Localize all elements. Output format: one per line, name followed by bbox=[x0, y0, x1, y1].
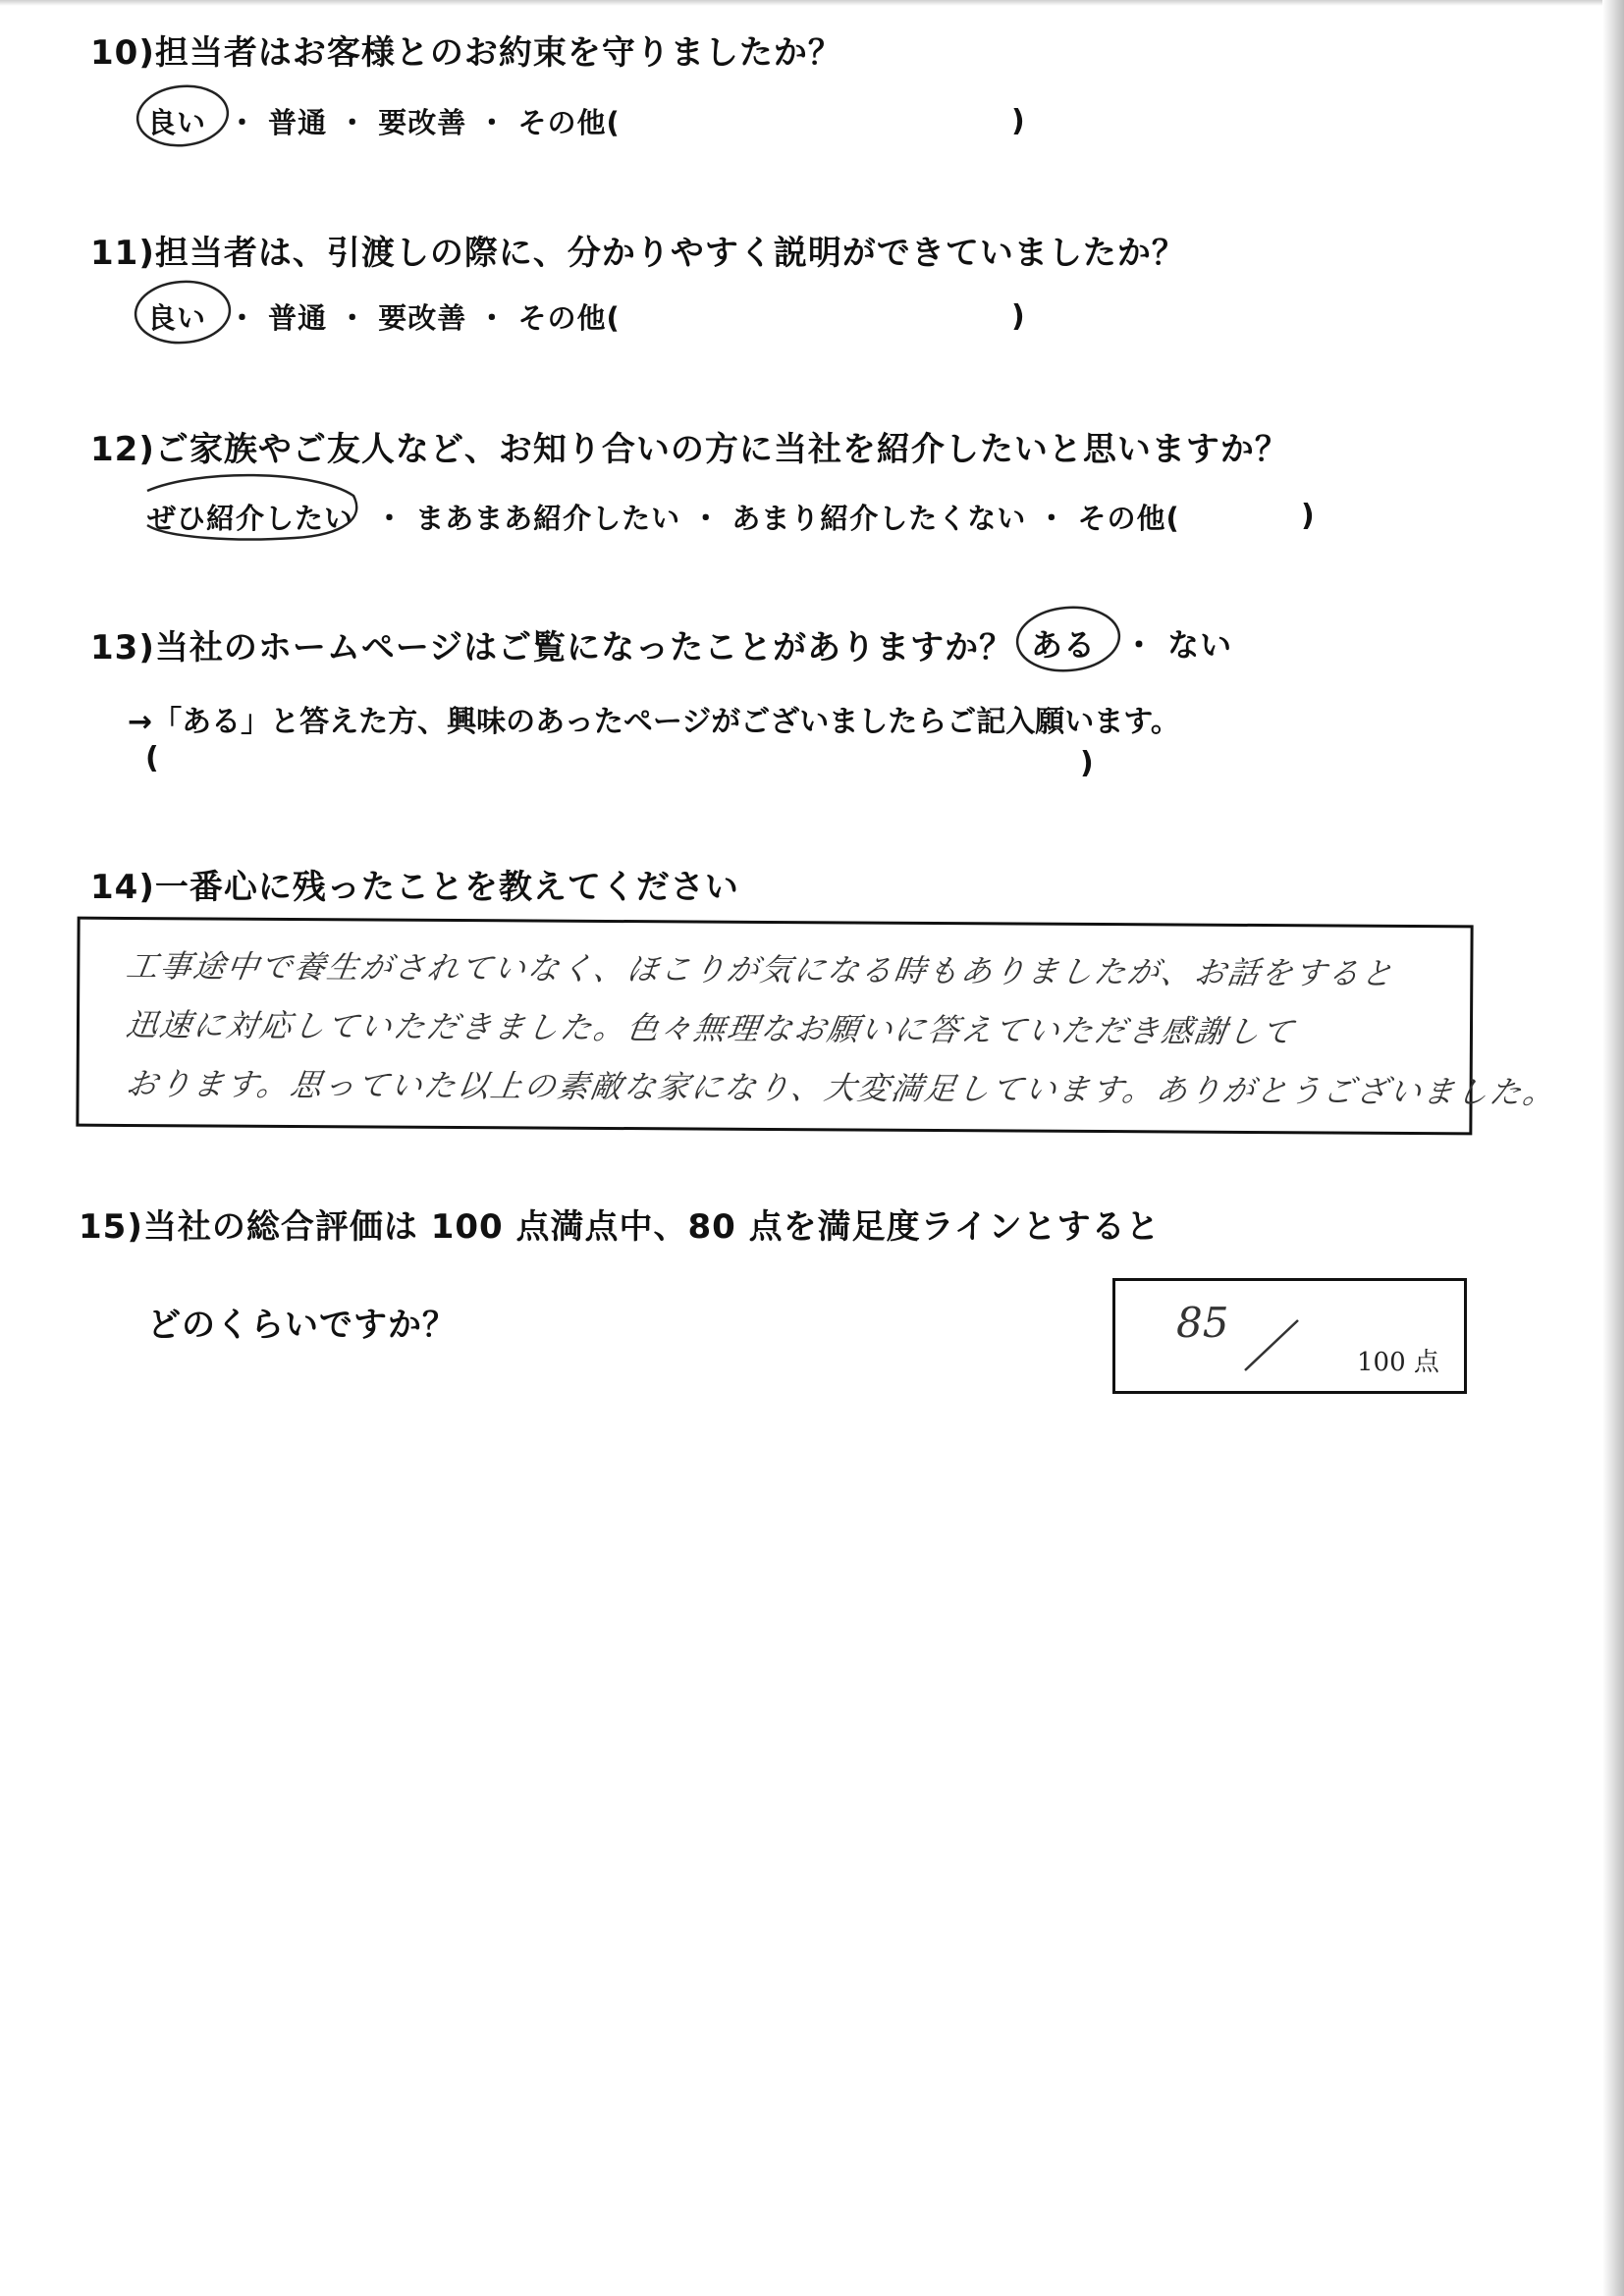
question-13-followup: →「ある」と答えた方、興味のあったページがございましたらご記入願います。 bbox=[128, 705, 1180, 739]
question-12-answer-selected[interactable]: ぜひ紹介したい bbox=[147, 502, 354, 535]
question-15-title-line2: どのくらいですか？ bbox=[147, 1306, 457, 1345]
question-11-close-paren: ) bbox=[1011, 299, 1025, 334]
score-value: 85 bbox=[1176, 1299, 1229, 1347]
circle-mark-q10 bbox=[135, 81, 231, 149]
question-12-close-paren: ) bbox=[1301, 499, 1315, 533]
question-13-answer-selected[interactable]: ある bbox=[1031, 626, 1097, 664]
circle-mark-q12 bbox=[147, 475, 356, 539]
answer-line-2: 迅速に対応していただきました。色々無理なお願いに答えていただき感謝して bbox=[123, 1005, 1298, 1051]
question-15-title: 15)当社の総合評価は 100 点満点中、80 点を満足度ラインとすると bbox=[79, 1207, 1161, 1247]
question-13-close-paren: ) bbox=[1080, 746, 1094, 780]
question-11-answer-selected[interactable]: 良い bbox=[147, 301, 207, 335]
score-unit: 100 点 bbox=[1357, 1348, 1439, 1377]
question-10-answer-selected[interactable]: 良い bbox=[147, 106, 207, 139]
question-13-open-paren: ( bbox=[145, 741, 159, 775]
score-slash bbox=[1245, 1320, 1298, 1370]
question-11-title: 11)担当者は、引渡しの際に、分かりやすく説明ができていましたか？ bbox=[90, 234, 1186, 273]
answer-line-1: 工事途中で養生がされていなく、ほこりが気になる時もありましたが、お話をすると bbox=[124, 946, 1398, 992]
question-11-options: ・ 普通 ・ 要改善 ・ その他( bbox=[228, 301, 621, 335]
question-10-options: ・ 普通 ・ 要改善 ・ その他( bbox=[228, 106, 621, 139]
circle-mark-q13 bbox=[1014, 604, 1121, 675]
question-10-title: 10)担当者はお客様とのお約束を守りましたか？ bbox=[90, 33, 842, 73]
answer-line-3: おります。思っていた以上の素敵な家になり、大変満足しています。ありがとうございました。 bbox=[123, 1064, 1559, 1111]
question-12-options: ・ まあまあ紹介したい ・ あまり紹介したくない ・ その他( bbox=[375, 502, 1180, 535]
question-10-close-paren: ) bbox=[1011, 104, 1025, 138]
question-14-title: 14)一番心に残ったことを教えてください bbox=[90, 868, 739, 907]
question-12-title: 12)ご家族やご友人など、お知り合いの方に当社を紹介したいと思いますか？ bbox=[90, 430, 1289, 469]
circle-mark-q11 bbox=[134, 279, 232, 347]
question-13-options: ・ ない bbox=[1123, 626, 1233, 664]
question-13-title: 13)当社のホームページはご覧になったことがありますか？ bbox=[90, 628, 1014, 667]
